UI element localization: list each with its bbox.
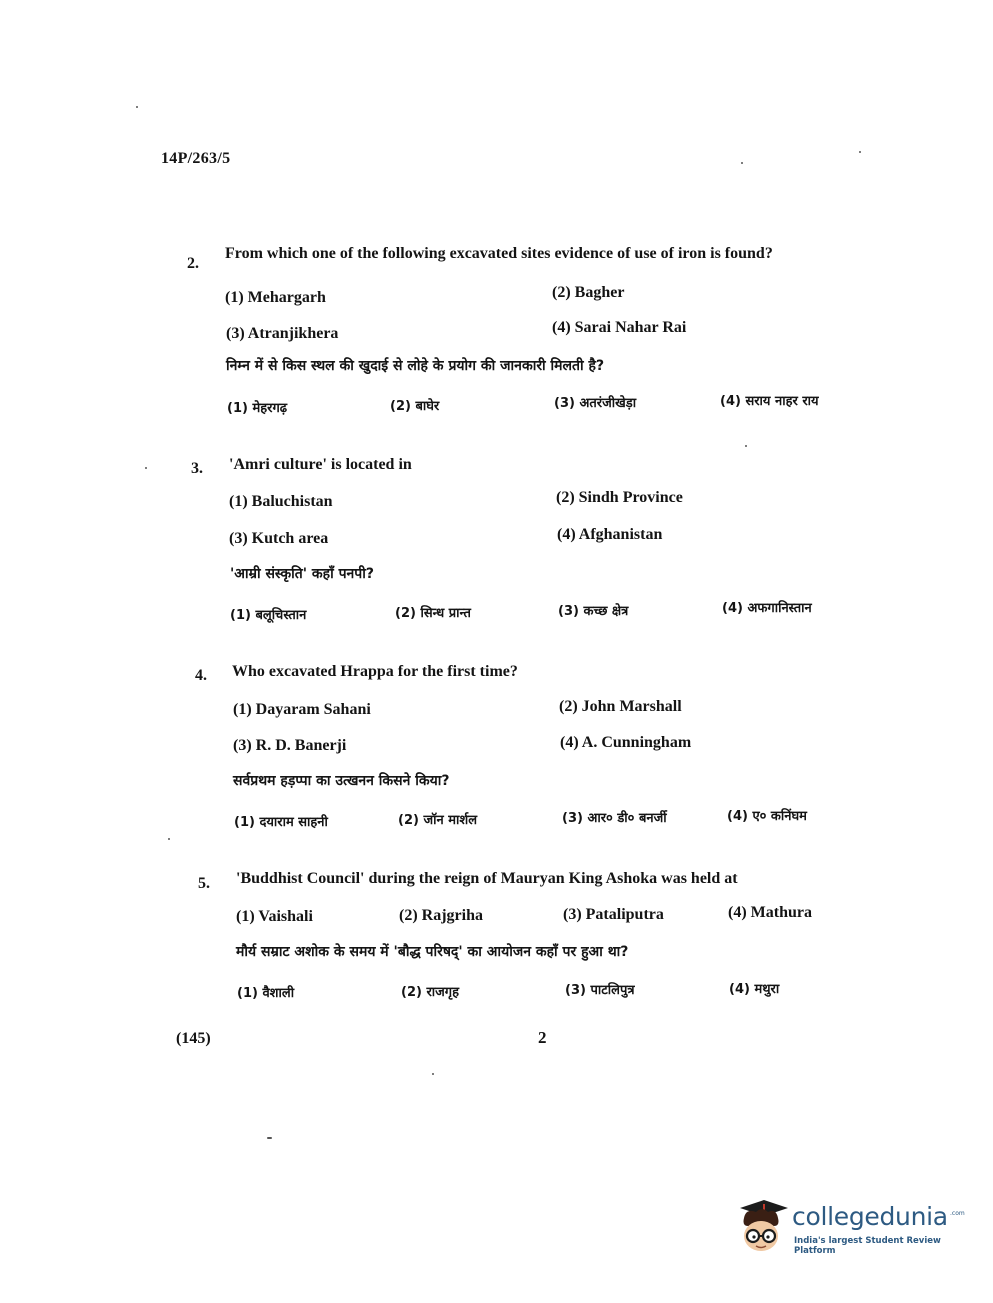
brand-domain: .com — [950, 1210, 965, 1217]
option-1-hi: (1) मेहरगढ़ — [227, 401, 288, 416]
option-3-en: (3) Pataliputra — [563, 906, 664, 923]
option-4-en: (4) Sarai Nahar Rai — [552, 319, 687, 336]
option-3-hi: (3) आर० डी० बनर्जी — [562, 811, 667, 826]
scan-speck — [136, 106, 138, 108]
option-3-en: (3) Kutch area — [229, 530, 329, 547]
option-2-hi: (2) राजगृह — [401, 985, 460, 1000]
scan-speck — [145, 467, 147, 469]
question-number: 2. — [187, 255, 199, 272]
option-3-hi: (3) कच्छ क्षेत्र — [558, 604, 629, 619]
option-3-hi: (3) अतरंजीखेड़ा — [554, 396, 637, 411]
option-3-en: (3) Atranjikhera — [226, 325, 339, 342]
question-number: 3. — [191, 460, 203, 477]
option-2-en: (2) Bagher — [552, 284, 625, 301]
scan-speck — [859, 151, 861, 153]
option-1-hi: (1) दयाराम साहनी — [234, 815, 328, 830]
scan-speck — [745, 445, 747, 447]
question-text-hi: 'आम्री संस्कृति' कहाँ पनपी? — [230, 566, 375, 582]
question-number: 5. — [198, 875, 210, 892]
scan-speck — [267, 1137, 272, 1139]
option-1-hi: (1) वैशाली — [237, 986, 295, 1001]
scan-speck — [432, 1073, 434, 1075]
option-1-en: (1) Vaishali — [236, 908, 313, 925]
option-1-en: (1) Mehargarh — [225, 289, 326, 306]
question-number: 4. — [195, 667, 207, 684]
question-text-hi: निम्न में से किस स्थल की खुदाई से लोहे के प्रयोग की जानकारी मिलती है? — [226, 358, 605, 374]
option-3-hi: (3) पाटलिपुत्र — [565, 983, 635, 998]
question-text-hi: सर्वप्रथम हड़प्पा का उत्खनन किसने किया? — [233, 773, 450, 789]
option-4-hi: (4) मथुरा — [729, 982, 780, 997]
page-number: 2 — [538, 1028, 547, 1047]
option-2-hi: (2) सिन्ध प्रान्त — [395, 606, 471, 621]
footer-code: (145) — [176, 1030, 211, 1047]
option-2-en: (2) John Marshall — [559, 698, 682, 715]
option-1-en: (1) Baluchistan — [229, 493, 333, 510]
option-4-hi: (4) सराय नाहर राय — [720, 394, 819, 409]
question-text-en: 'Buddhist Council' during the reign of Mauryan King Ashoka was held at — [236, 870, 738, 887]
question-text-en: Who excavated Hrappa for the first time? — [232, 663, 518, 680]
option-2-hi: (2) बाघेर — [390, 399, 440, 414]
option-2-en: (2) Sindh Province — [556, 489, 683, 506]
scan-speck — [168, 838, 170, 840]
question-text-hi: मौर्य सम्राट अशोक के समय में 'बौद्ध परिषद्' का आयोजन कहाँ पर हुआ था? — [236, 944, 629, 960]
question-text-en: From which one of the following excavated sites evidence of use of iron is found? — [225, 245, 773, 262]
brand-name: collegedunia — [792, 1202, 948, 1231]
mascot-logo-icon — [734, 1196, 790, 1256]
option-4-en: (4) A. Cunningham — [560, 734, 692, 751]
option-3-en: (3) R. D. Banerji — [233, 737, 347, 754]
option-2-hi: (2) जॉन मार्शल — [398, 813, 478, 828]
option-4-hi: (4) ए० कनिंघम — [727, 809, 807, 824]
option-4-hi: (4) अफगानिस्तान — [722, 601, 812, 616]
brand-tagline: India's largest Student Review Platform — [794, 1236, 941, 1256]
paper-code: 14P/263/5 — [161, 150, 231, 167]
option-1-en: (1) Dayaram Sahani — [233, 701, 371, 718]
option-2-en: (2) Rajgriha — [399, 907, 483, 924]
collegedunia-watermark — [734, 1196, 964, 1260]
option-4-en: (4) Mathura — [728, 904, 812, 921]
question-text-en: 'Amri culture' is located in — [229, 456, 412, 473]
option-4-en: (4) Afghanistan — [557, 526, 663, 543]
option-1-hi: (1) बलूचिस्तान — [230, 608, 307, 623]
scan-speck — [741, 162, 743, 164]
